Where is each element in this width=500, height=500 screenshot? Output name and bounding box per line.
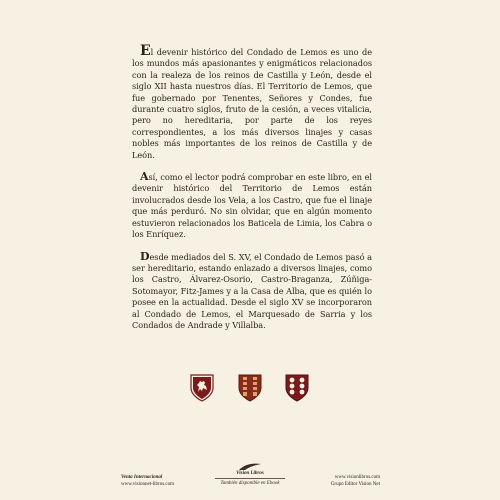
paragraph-3: Desde mediados del S. XV, el Condado de Lemos pasó a ser hereditario, estando enlazado a diversos linajes, como los Castro, Álvarez-Osorio, Castro-Braganza, Zúñiga-Sotomayor, Fitz-James y a la Casa de Alba, que es quién lo posee en la actualidad. Desde el siglo XV se incorporaron al Condado de Lemos, el Marquesado de Sarria y los Condados de Andrade y Villalba.	[132, 249, 372, 330]
footer-right	[331, 474, 380, 488]
footer-right-url[interactable]: www.visionlibros.com	[334, 475, 380, 480]
paragraph-1: El devenir histórico del Condado de Lemos es uno de los mundos más apasionantes y enigmáticos relacionados con la realeza de los reinos de Castilla y León, desde el siglo XII hasta nuestros días. El Territorio de Lemos, que fue gobernado por Tenentes, Señores y Condes, fue durante cuatro siglos, fruto de la cesión, a veces vitalicia, pero no hereditaria, por parte de los reyes correspondientes, a los más diversos linajes y casas nobles más importantes de los reinos de Castilla y de León.	[132, 43, 372, 160]
synopsis-text	[132, 43, 372, 341]
footer-left-url[interactable]: www.visionnet-libros.com	[121, 482, 175, 487]
coats-of-arms	[0, 374, 500, 404]
paragraph-2: Así, como el lector podrá comprobar en este libro, en el devenir histórico del Territorio de Lemos están involucrados desde los Vela, a los Castro, que fue el linaje que más perduró. No sin olvidar, que en algún momento estuvieron relacionados los Baticela de Limia, los Cabra o los Enríquez.	[132, 170, 372, 240]
footer-right-group: Grupo Editor Vision Net	[330, 482, 380, 487]
footer	[0, 462, 500, 500]
logo-divider	[215, 478, 285, 479]
shield-six-roundels-icon	[285, 374, 309, 402]
shield-rampant-beast-icon	[190, 374, 214, 402]
footer-left-title: Venta Internacional	[121, 475, 163, 480]
publisher-logo	[215, 462, 285, 486]
logo-text: Vision Libros	[236, 471, 264, 476]
ebook-note: También disponible en Ebook	[220, 481, 280, 486]
footer-left	[121, 474, 174, 488]
shield-chequered-bands-icon	[238, 374, 262, 402]
